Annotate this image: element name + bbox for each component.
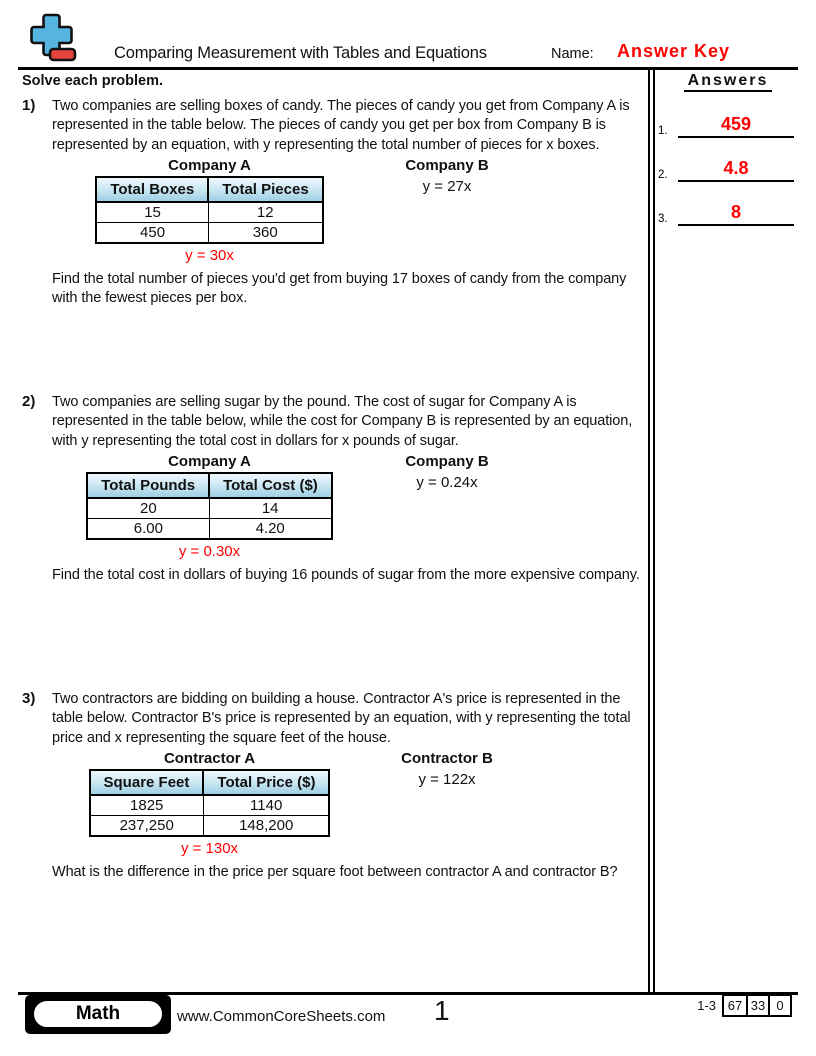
table-answer-equation: y = 130x — [180, 839, 239, 857]
column-header: Square Feet — [90, 770, 204, 795]
name-label: Name: — [551, 46, 594, 62]
website-url: www.CommonCoreSheets.com — [177, 1008, 386, 1025]
table-cell: 1140 — [203, 795, 329, 816]
equation-value: y = 122x — [418, 770, 476, 788]
table-title: Contractor A — [163, 749, 256, 767]
problem-question: Find the total cost in dollars of buying 16 pounds of sugar from the more expensive company. — [52, 566, 640, 583]
answer-row-1 — [656, 111, 796, 138]
table-cell: 148,200 — [203, 815, 329, 836]
equation-value: y = 0.24x — [416, 473, 478, 491]
answer-row-2 — [656, 155, 796, 182]
instructions: Solve each problem. — [22, 73, 164, 89]
answer-blank-3: 8 — [678, 202, 794, 226]
table-cell: 20 — [87, 498, 209, 519]
problem-range: 1-3 — [697, 998, 716, 1013]
page-number: 1 — [434, 995, 450, 1026]
problem-3 — [22, 690, 654, 882]
problem-statement: Two companies are selling sugar by the pound. The cost of sugar for Company A is represented in the table below, while the cost for Company B is represented by an equation, with y representing the total cost in dollars for x pounds of sugar. — [52, 394, 633, 449]
data-table — [86, 472, 333, 540]
answer-row-3 — [656, 199, 796, 226]
name-value-answer-key: Answer Key — [617, 41, 731, 61]
table-cell: 6.00 — [87, 518, 209, 539]
header-rule — [18, 67, 798, 70]
subject-badge — [25, 995, 171, 1034]
equation-title: Contractor B — [401, 749, 493, 767]
data-table — [89, 769, 331, 837]
problem-1 — [22, 97, 654, 308]
table-cell: 14 — [209, 498, 332, 519]
equation-value: y = 27x — [422, 177, 472, 195]
problem-2 — [22, 393, 654, 585]
score-cell: 33 — [746, 996, 768, 1015]
problem-number: 3) — [22, 690, 36, 707]
table-answer-equation: y = 0.30x — [178, 542, 241, 560]
minus-icon — [50, 49, 75, 60]
table-answer-equation: y = 30x — [185, 246, 234, 264]
problem-number: 2) — [22, 393, 36, 410]
problem-question: Find the total number of pieces you'd get from buying 17 boxes of candy from the company with the fewest pieces per box. — [52, 270, 627, 307]
score-cell: 67 — [727, 998, 743, 1013]
problem-statement: Two companies are selling boxes of candy. The pieces of candy you get from Company A is represented in the table below. The pieces of candy you get per box from Company B is represented by an equation, with y representing the total number of pieces for x boxes. — [52, 98, 630, 153]
data-table — [95, 176, 323, 244]
table-cell: 237,250 — [90, 815, 204, 836]
column-header: Total Pieces — [208, 177, 322, 202]
problem-statement: Two contractors are bidding on building a house. Contractor A's price is represented in the table below. Contractor B's price is represented by an equation, with y representing the total price and x representing the square feet of the house. — [52, 691, 631, 746]
answers-title: Answers — [660, 72, 796, 90]
answer-number: 1. — [658, 125, 668, 137]
answer-blank-1: 459 — [678, 114, 794, 138]
equation-title: Company B — [405, 452, 489, 470]
equation-title: Company B — [405, 156, 489, 174]
answer-number: 3. — [658, 213, 668, 225]
score-table — [722, 994, 792, 1017]
score-cell: 0 — [768, 996, 790, 1015]
problem-question: What is the difference in the price per square foot between contractor A and contractor B? — [52, 863, 618, 880]
table-cell: 450 — [96, 222, 208, 243]
table-cell: 1825 — [90, 795, 204, 816]
subject-label: Math — [32, 999, 164, 1029]
problem-number: 1) — [22, 97, 36, 114]
column-header: Total Cost ($) — [209, 473, 332, 498]
page-title: Comparing Measurement with Tables and Equations — [114, 44, 487, 62]
commoncoresheets-logo — [26, 12, 80, 66]
answer-blank-2: 4.8 — [678, 158, 794, 182]
table-cell: 360 — [208, 222, 322, 243]
table-title: Company A — [168, 452, 251, 470]
table-cell: 4.20 — [209, 518, 332, 539]
column-header: Total Boxes — [96, 177, 208, 202]
answer-number: 2. — [658, 169, 668, 181]
table-cell: 12 — [208, 202, 322, 223]
table-cell: 15 — [96, 202, 208, 223]
column-header: Total Pounds — [87, 473, 209, 498]
table-title: Company A — [168, 156, 251, 174]
column-header: Total Price ($) — [203, 770, 329, 795]
